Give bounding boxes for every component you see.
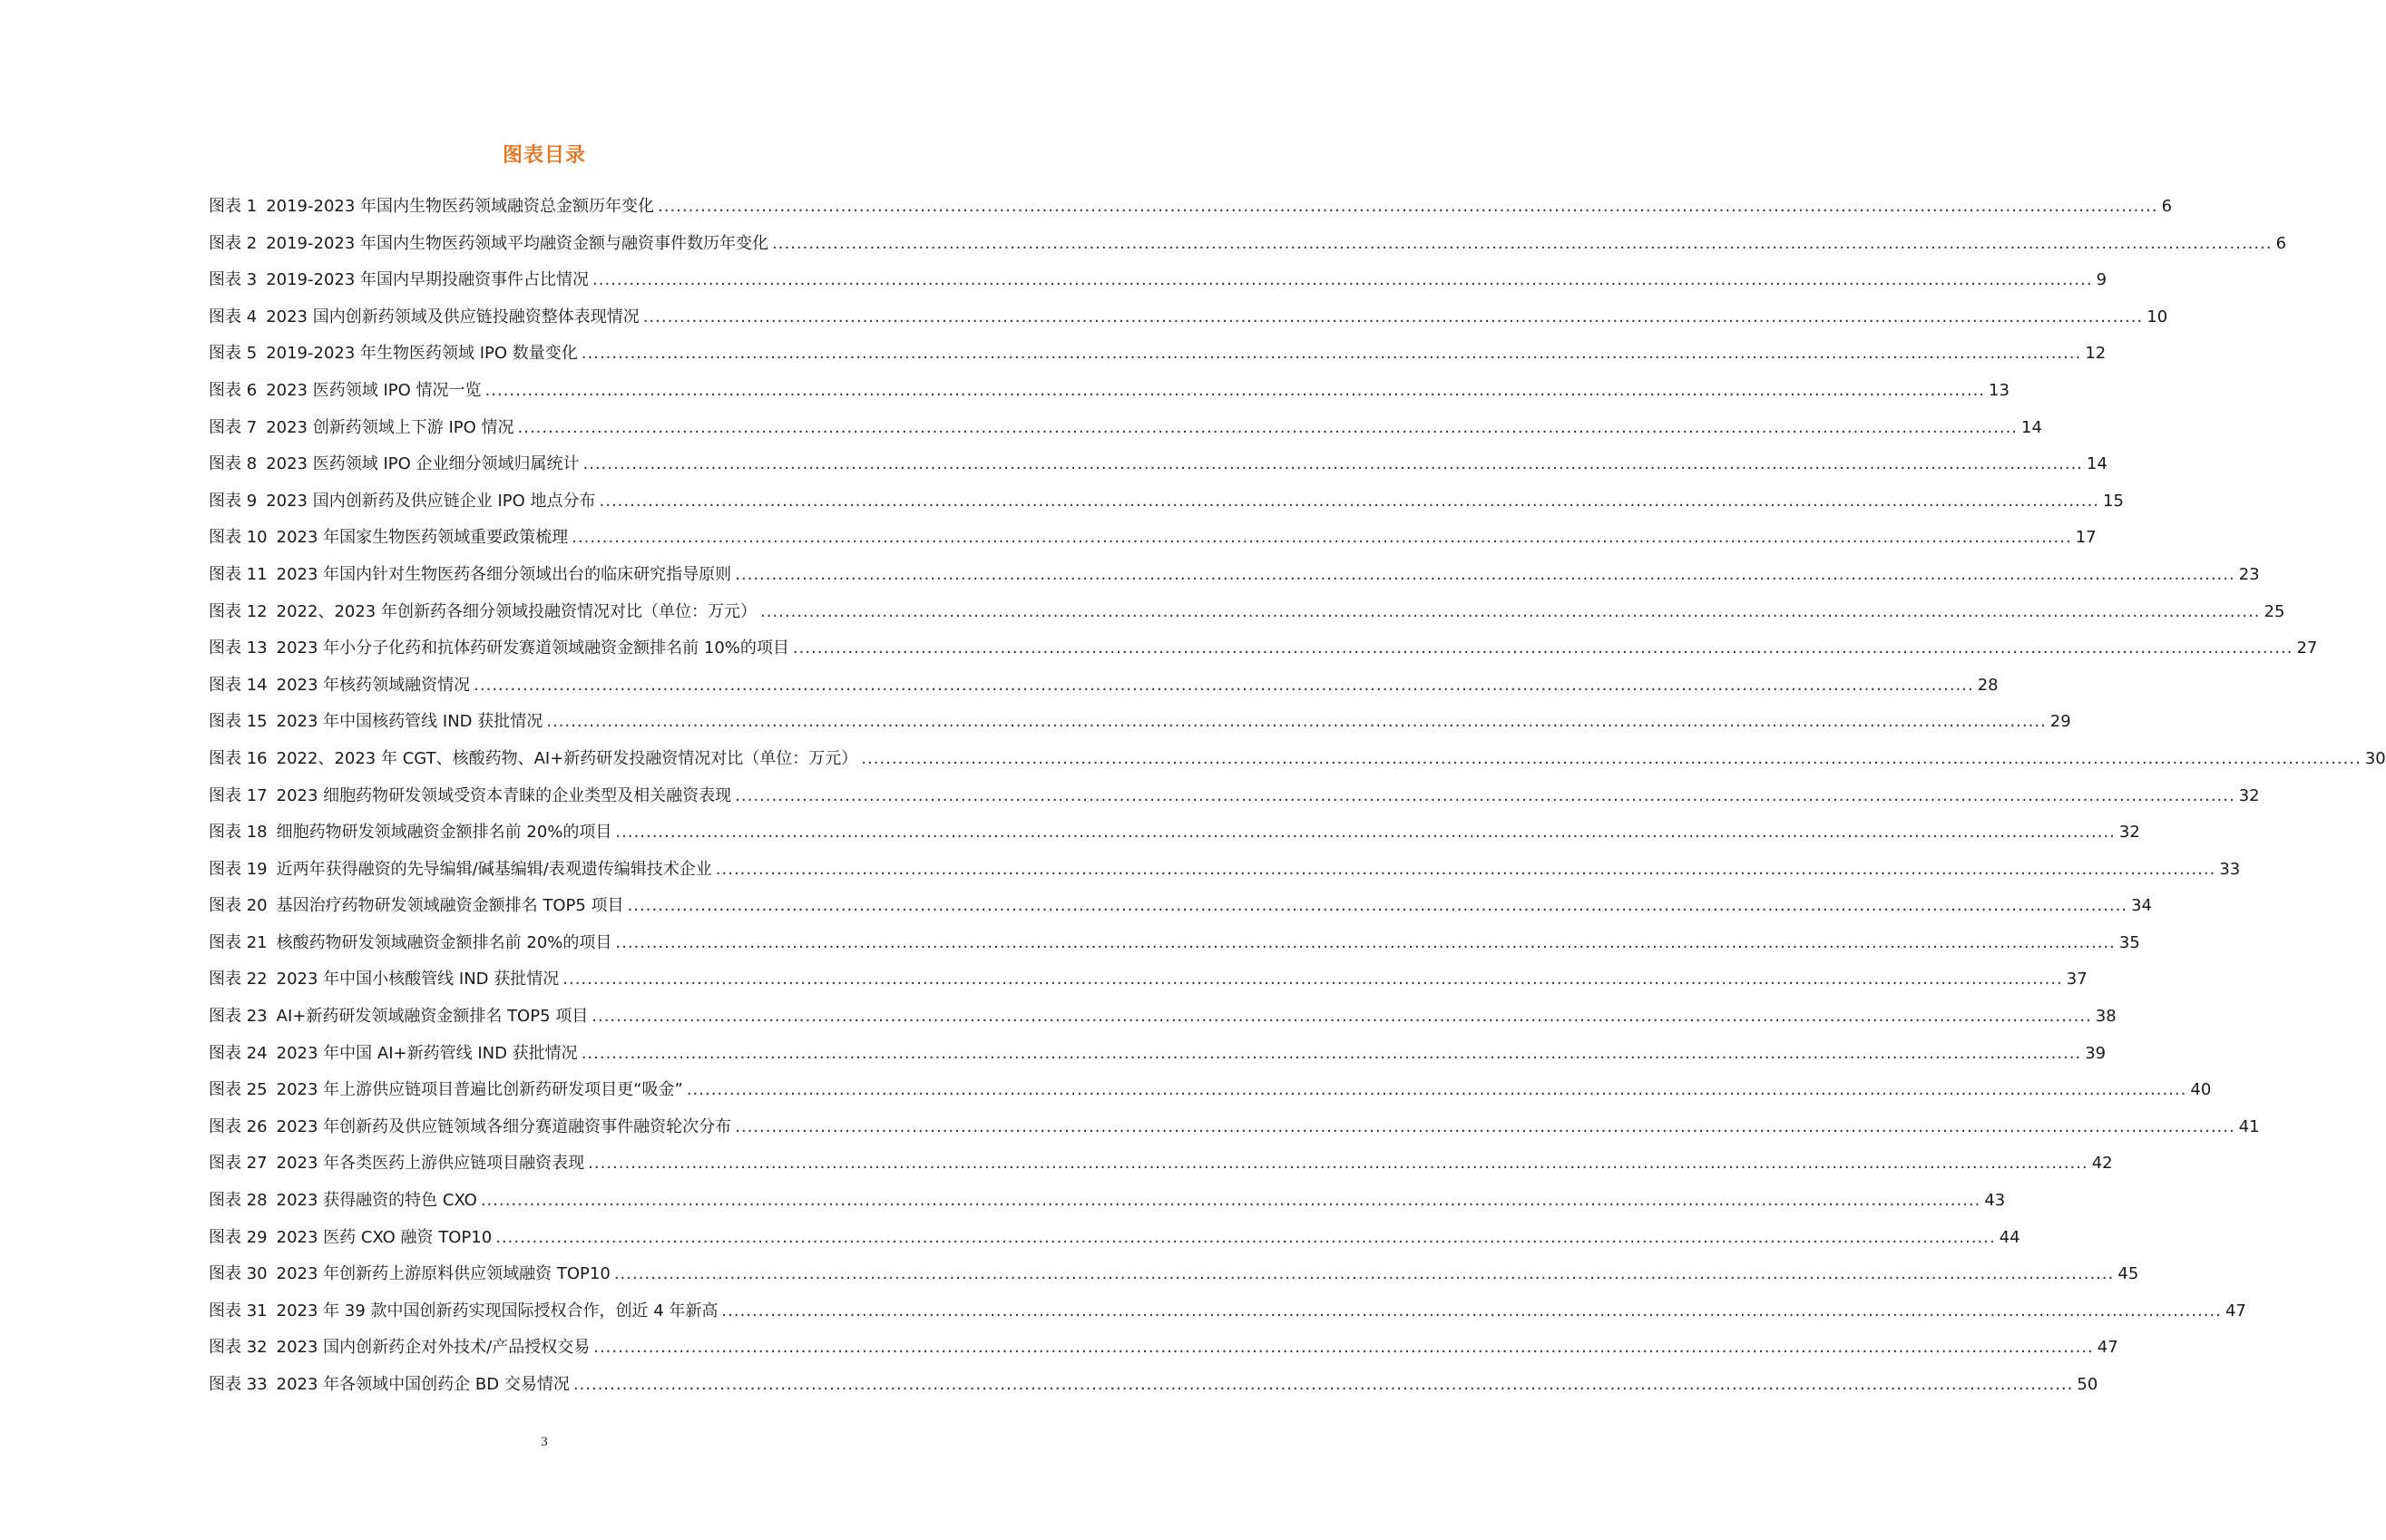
toc-entry-label: 图表 5 [209,344,258,364]
toc-entry-title: 2019-2023 年生物医药领域 IPO 数量变化 [266,344,578,364]
toc-entry[interactable] [209,999,2117,1036]
toc-entry-label: 图表 18 [209,823,268,843]
dot-leader [615,814,2116,852]
toc-entry-label: 图表 29 [209,1227,268,1247]
toc-entry[interactable] [209,410,2042,447]
toc-entry-page: 13 [1989,380,2010,400]
toc-entry[interactable] [209,778,2260,815]
toc-entry-page: 33 [2219,859,2241,879]
dot-leader [592,999,2092,1036]
toc-entry-title: 2023 年国家生物医药领域重要政策梳理 [276,528,569,548]
toc-entry-page: 38 [2095,1007,2117,1027]
toc-entry-page: 14 [2021,417,2042,437]
toc-entry-title: 2023 医药 CXO 融资 TOP10 [276,1227,493,1247]
toc-entry-title: 2023 年创新药上游原料供应领域融资 TOP10 [276,1264,611,1284]
toc-entry[interactable] [209,299,2168,336]
toc-entry[interactable] [209,1330,2118,1367]
toc-entry-page: 23 [2238,564,2260,584]
toc-entry-title: 2023 年创新药及供应链领域各细分赛道融资事件融资轮次分布 [276,1116,732,1136]
dot-leader [474,668,1974,705]
page-number: 3 [541,1435,548,1449]
toc-entry[interactable] [209,925,2140,962]
dot-leader [495,1220,1996,1257]
dot-leader [592,262,2093,299]
toc-entry-label: 图表 31 [209,1301,268,1321]
toc-entry[interactable] [209,1072,2212,1109]
dot-leader [562,961,2063,999]
toc-entry-page: 42 [2091,1154,2113,1174]
toc-entry-label: 图表 27 [209,1154,268,1174]
toc-entry-title: 2022、2023 年创新药各细分领域投融资情况对比（单位：万元） [276,601,757,621]
toc-entry-page: 12 [2085,344,2107,364]
toc-entry-title: 2023 年上游供应链项目普遍比创新药研发项目更“吸金” [276,1080,683,1100]
toc-entry-title: 2023 医药领域 IPO 企业细分领域归属统计 [266,454,580,474]
dot-leader [772,226,2273,263]
toc-entry[interactable] [209,520,2097,557]
dot-leader [628,888,2128,925]
toc-entry-label: 图表 20 [209,896,268,916]
toc-entry[interactable] [209,961,2088,999]
toc-entry[interactable] [209,594,2285,631]
toc-entry-title: 2023 年核药领域融资情况 [276,675,471,695]
toc-entry-title: 细胞药物研发领域融资金额排名前 20%的项目 [276,823,612,843]
dot-leader [658,189,2158,226]
dot-leader [735,557,2235,594]
toc-entry-label: 图表 26 [209,1116,268,1136]
toc-entry-title: 2023 年各类医药上游供应链项目融资表现 [276,1154,585,1174]
toc-entry-title: 2023 年各领域中国创药企 BD 交易情况 [276,1375,570,1394]
dot-leader [485,373,1986,410]
dot-leader [735,778,2235,815]
toc-entry-label: 图表 23 [209,1007,268,1027]
toc-entry-label: 图表 28 [209,1191,268,1211]
toc-entry-page: 41 [2238,1116,2260,1136]
toc-entry-title: 2023 国内创新药领域及供应链投融资整体表现情况 [266,307,640,327]
toc-entry-title: 2023 年 39 款中国创新药实现国际授权合作，创近 4 年新高 [276,1301,719,1321]
toc-entry-page: 47 [2097,1338,2118,1358]
toc-entry-page: 15 [2103,491,2124,511]
toc-entry[interactable] [209,1367,2098,1404]
toc-entry-label: 图表 3 [209,270,258,290]
toc-entry-page: 9 [2096,270,2107,290]
dot-leader [615,925,2116,962]
dot-leader [861,741,2362,778]
page-title: 图表目录 [502,144,586,167]
toc-entry-page: 17 [2075,528,2097,548]
toc-entry[interactable] [209,1036,2107,1073]
toc-entry-page: 44 [1999,1227,2020,1247]
toc-entry-label: 图表 7 [209,417,258,437]
toc-entry[interactable] [209,1183,2006,1220]
toc-entry-page: 27 [2296,638,2318,658]
toc-entry-label: 图表 33 [209,1375,268,1394]
toc-entry[interactable] [209,1293,2246,1330]
toc-entry[interactable] [209,704,2071,741]
dot-leader [588,1145,2088,1183]
dot-leader [760,594,2261,631]
toc-entry[interactable] [209,888,2153,925]
toc-entry-label: 图表 6 [209,380,258,400]
toc-entry[interactable] [209,226,2287,263]
toc-entry[interactable] [209,446,2107,483]
toc-entry-label: 图表 13 [209,638,268,658]
toc-entry[interactable] [209,483,2124,521]
toc-entry[interactable] [209,668,1999,705]
toc-entry-page: 39 [2085,1043,2107,1063]
toc-entry-page: 14 [2087,454,2107,474]
toc-entry[interactable] [209,852,2241,889]
dot-leader [614,1256,2115,1293]
toc-entry-page: 47 [2225,1301,2246,1321]
toc-entry-page: 45 [2117,1264,2139,1284]
toc-entry-page: 30 [2364,748,2386,768]
dot-leader [583,446,2084,483]
toc-entry-label: 图表 17 [209,785,268,805]
toc-entry-page: 40 [2190,1080,2212,1100]
dot-leader [716,852,2216,889]
toc-entry-title: 2023 年中国小核酸管线 IND 获批情况 [276,970,560,989]
toc-entry[interactable] [209,262,2107,299]
toc-entry-label: 图表 14 [209,675,268,695]
toc-entry-page: 34 [2131,896,2153,916]
toc-entry-title: 2023 医药领域 IPO 情况一览 [266,380,482,400]
toc-entry-page: 32 [2238,785,2260,805]
toc-entry-title: 2023 国内创新药企对外技术/产品授权交易 [276,1338,591,1358]
toc-entry-label: 图表 9 [209,491,258,511]
dot-leader [481,1183,1981,1220]
toc-entry-label: 图表 2 [209,233,258,253]
toc-entry-label: 图表 25 [209,1080,268,1100]
toc-entry-title: 2022、2023 年 CGT、核酸药物、AI+新药研发投融资情况对比（单位：万元） [276,748,858,768]
toc-entry[interactable] [209,557,2260,594]
dot-leader [546,704,2047,741]
toc-entry[interactable] [209,1220,2020,1257]
toc-entry-label: 图表 10 [209,528,268,548]
dot-leader [643,299,2144,336]
toc-entry-label: 图表 4 [209,307,258,327]
toc-entry-title: 2019-2023 年国内生物医药领域平均融资金额与融资事件数历年变化 [266,233,769,253]
toc-entry-page: 29 [2049,712,2071,732]
dot-leader [572,520,2072,557]
dot-leader [735,1109,2235,1146]
toc-entry-label: 图表 19 [209,859,268,879]
table-of-figures [209,189,2386,1404]
toc-entry[interactable] [209,630,2318,668]
toc-entry-label: 图表 12 [209,601,268,621]
toc-entry-label: 图表 22 [209,970,268,989]
toc-entry-title: 2023 创新药领域上下游 IPO 情况 [266,417,514,437]
toc-entry-label: 图表 24 [209,1043,268,1063]
toc-entry-title: 2023 国内创新药及供应链企业 IPO 地点分布 [266,491,596,511]
toc-entry-title: 2019-2023 年国内早期投融资事件占比情况 [266,270,590,290]
toc-entry-title: 2023 年中国 AI+新药管线 IND 获批情况 [276,1043,578,1063]
toc-entry[interactable] [209,373,2010,410]
toc-entry-title: 2023 细胞药物研发领域受资本青睐的企业类型及相关融资表现 [276,785,732,805]
toc-entry-title: 2023 获得融资的特色 CXO [276,1191,477,1211]
toc-entry[interactable] [209,1256,2139,1293]
toc-entry[interactable] [209,1109,2260,1146]
toc-entry[interactable] [209,814,2140,852]
dot-leader [573,1367,2074,1404]
toc-entry-page: 35 [2118,932,2140,952]
toc-entry-title: 2019-2023 年国内生物医药领域融资总金额历年变化 [266,197,655,216]
toc-entry-page: 25 [2264,601,2285,621]
toc-entry-title: 核酸药物研发领域融资金额排名前 20%的项目 [276,932,612,952]
dot-leader [687,1072,2187,1109]
toc-entry-title: 2023 年小分子化药和抗体药研发赛道领域融资金额排名前 10%的项目 [276,638,789,658]
toc-entry-label: 图表 30 [209,1264,268,1284]
toc-entry-label: 图表 11 [209,564,268,584]
dot-leader [793,630,2293,668]
toc-entry[interactable] [209,189,2173,226]
toc-entry-label: 图表 8 [209,454,258,474]
toc-entry-page: 6 [2275,233,2287,253]
toc-entry-label: 图表 16 [209,748,268,768]
dot-leader [518,410,2019,447]
toc-entry-page: 10 [2146,307,2168,327]
toc-entry[interactable] [209,336,2107,373]
toc-entry[interactable] [209,741,2386,778]
toc-entry-title: 2023 年中国核药管线 IND 获批情况 [276,712,543,732]
dot-leader [582,1036,2082,1073]
toc-entry-page: 28 [1977,675,1999,695]
toc-entry-title: 基因治疗药物研发领域融资金额排名 TOP5 项目 [276,896,624,916]
toc-entry-page: 43 [1984,1191,2006,1211]
toc-entry-page: 6 [2161,197,2173,216]
dot-leader [593,1330,2094,1367]
toc-entry[interactable] [209,1145,2113,1183]
toc-entry-page: 37 [2066,970,2088,989]
toc-entry-label: 图表 21 [209,932,268,952]
dot-leader [600,483,2100,521]
toc-entry-title: AI+新药研发领域融资金额排名 TOP5 项目 [276,1007,589,1027]
toc-entry-page: 50 [2077,1375,2098,1394]
toc-entry-title: 2023 年国内针对生物医药各细分领域出台的临床研究指导原则 [276,564,732,584]
dot-leader [721,1293,2222,1330]
toc-entry-label: 图表 32 [209,1338,268,1358]
toc-entry-label: 图表 1 [209,197,258,216]
dot-leader [582,336,2082,373]
toc-entry-title: 近两年获得融资的先导编辑/碱基编辑/表观遗传编辑技术企业 [276,859,712,879]
toc-entry-label: 图表 15 [209,712,268,732]
toc-entry-page: 32 [2118,823,2140,843]
